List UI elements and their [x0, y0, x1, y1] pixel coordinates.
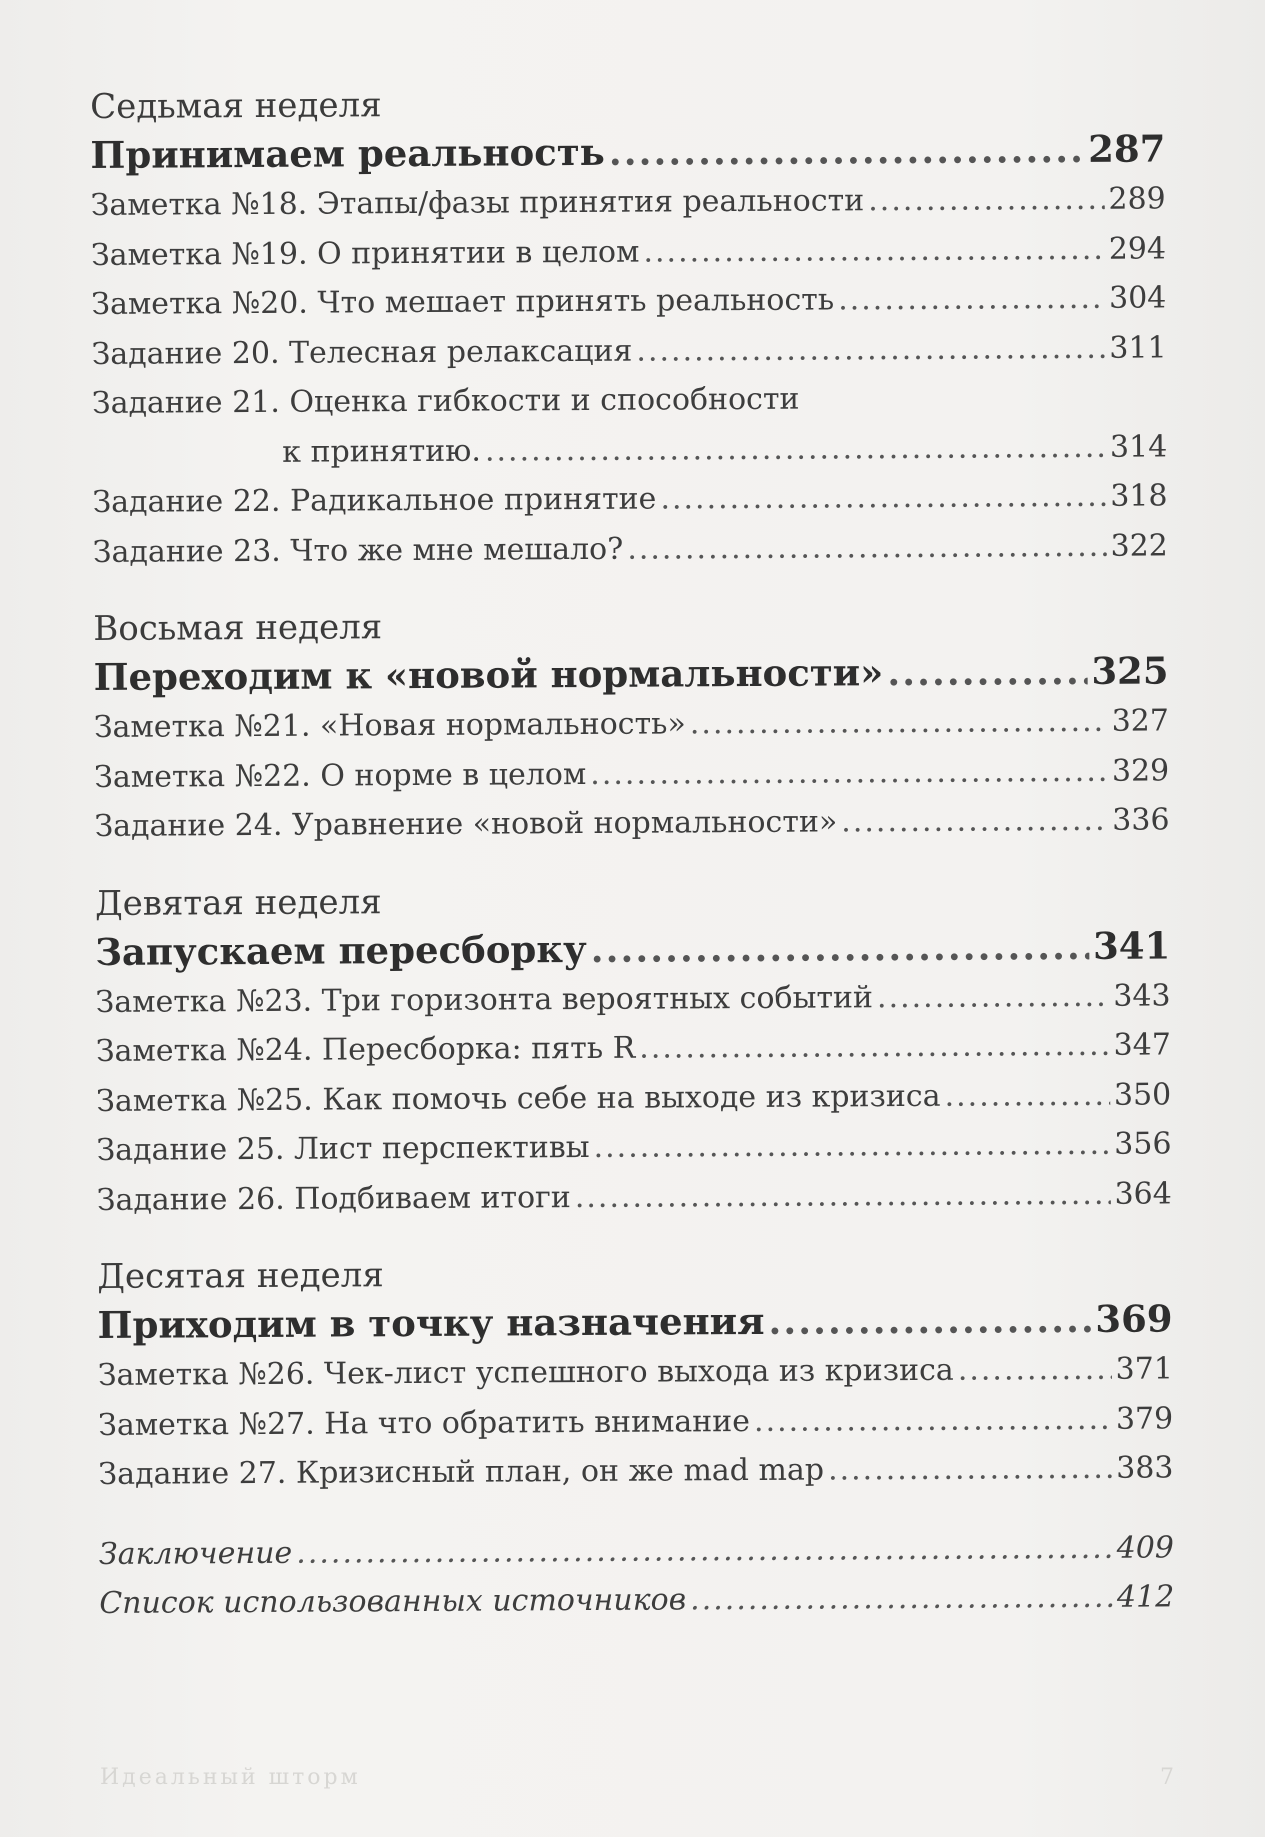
chapter-title: Запускаем пересборку — [95, 926, 587, 974]
page-number: 325 — [1091, 648, 1169, 693]
toc-entry[interactable] — [98, 1394, 1173, 1450]
page-number: 289 — [1108, 181, 1166, 217]
leader-dots — [690, 1573, 1113, 1625]
toc-entry[interactable] — [91, 323, 1166, 379]
page-number: 379 — [1115, 1400, 1174, 1437]
leader-dots — [838, 274, 1105, 325]
toc-entry[interactable] — [94, 746, 1169, 802]
page-number: 327 — [1111, 703, 1170, 739]
leader-dots — [887, 645, 1087, 698]
entry-title-continuation: к принятию. — [282, 433, 482, 470]
leader-dots — [636, 323, 1105, 375]
running-title: Идеальный шторм — [100, 1765, 361, 1790]
entry-title: Заметка №21. «Новая нормальность» — [93, 706, 686, 745]
page-number: 350 — [1113, 1076, 1172, 1113]
toc-closing — [99, 1523, 1175, 1629]
entry-title: Задание 22. Радикальное принятие — [92, 481, 657, 520]
week-label: Восьмая неделя — [93, 607, 383, 649]
page-number: 304 — [1108, 280, 1167, 316]
entry-title: Задание 27. Кризисный план, он же mad map — [98, 1452, 825, 1492]
entry-title: Задание 24. Уравнение «новой нормальности» — [94, 804, 838, 844]
chapter-entry[interactable] — [90, 122, 1165, 181]
entry-title: Заметка №24. Пересборка: пять R — [95, 1030, 636, 1069]
leader-dots — [944, 1070, 1110, 1121]
toc-section-week-8 — [93, 600, 1169, 851]
page-number: 314 — [1109, 428, 1168, 465]
toc-entry[interactable] — [97, 1169, 1172, 1225]
toc-entry[interactable] — [96, 1020, 1171, 1076]
page-number: 336 — [1112, 802, 1170, 838]
page-number: 364 — [1114, 1175, 1172, 1212]
entry-title: Список использованных источников — [99, 1582, 687, 1621]
toc-entry-conclusion[interactable] — [99, 1523, 1174, 1579]
page-number: 341 — [1092, 922, 1171, 968]
leader-dots — [627, 521, 1107, 573]
toc-entry-line1[interactable] — [92, 372, 1167, 428]
toc-section-week-7 — [90, 78, 1168, 577]
entry-title: Заметка №25. Как помочь себе на выходе из кризиса — [96, 1078, 941, 1119]
page-number: 343 — [1113, 977, 1171, 1014]
chapter-title: Принимаем реальность — [90, 129, 605, 177]
week-label: Седьмая неделя — [90, 85, 382, 127]
leader-dots — [754, 1394, 1112, 1446]
toc-entry[interactable] — [91, 273, 1166, 329]
leader-dots — [958, 1345, 1112, 1395]
toc-entry[interactable] — [91, 224, 1166, 280]
entry-title: Заключение — [98, 1535, 293, 1572]
page-number: 329 — [1111, 752, 1170, 789]
leader-dots — [868, 175, 1105, 226]
entry-title: Заметка №20. Что мешает принять реальность — [91, 282, 835, 322]
chapter-title: Приходим в точку назначения — [97, 1298, 765, 1347]
toc-section-week-9 — [95, 875, 1172, 1225]
footer-page-number: 7 — [1160, 1765, 1174, 1790]
toc-entry[interactable] — [96, 1119, 1171, 1175]
leader-dots — [877, 971, 1110, 1022]
toc-entry[interactable] — [95, 971, 1170, 1027]
leader-dots — [828, 1444, 1112, 1495]
toc-entry[interactable] — [98, 1344, 1173, 1400]
entry-title: Задание 20. Телесная релаксация — [91, 333, 633, 372]
leader-dots — [593, 1120, 1110, 1173]
toc-entry[interactable] — [93, 521, 1168, 577]
entry-title: Заметка №27. На что обратить внимание — [98, 1403, 751, 1443]
entry-title: Задание 25. Лист перспективы — [96, 1129, 590, 1168]
chapter-entry[interactable] — [93, 644, 1168, 703]
page-number: 287 — [1088, 126, 1166, 171]
entry-title: Заметка №19. О принятии в целом — [90, 234, 640, 273]
entry-title: Задание 26. Подбиваем итоги — [96, 1179, 571, 1218]
leader-dots — [660, 472, 1106, 524]
leader-dots — [590, 746, 1108, 799]
chapter-entry[interactable] — [97, 1292, 1172, 1351]
toc-entry[interactable] — [96, 1070, 1171, 1126]
leader-dots — [841, 796, 1108, 847]
leader-dots — [485, 422, 1106, 475]
page-number: 347 — [1113, 1027, 1171, 1063]
leader-dots — [575, 1169, 1111, 1222]
chapter-title: Переходим к «новой нормальности» — [93, 650, 884, 699]
toc-entry[interactable] — [94, 795, 1169, 851]
chapter-entry[interactable] — [95, 919, 1170, 978]
toc-section-week-10 — [97, 1248, 1173, 1499]
leader-dots — [609, 123, 1085, 178]
page-number: 412 — [1116, 1579, 1175, 1615]
leader-dots — [591, 919, 1090, 974]
week-label: Десятая неделя — [97, 1255, 384, 1297]
page-number: 409 — [1116, 1529, 1175, 1566]
entry-title: Задание 21. Оценка гибкости и способности — [91, 381, 800, 421]
toc-entry-line2[interactable] — [92, 422, 1167, 478]
toc-entry[interactable] — [98, 1443, 1173, 1499]
page-number: 383 — [1116, 1450, 1174, 1486]
entry-title: Заметка №23. Три горизонта вероятных событий — [95, 979, 874, 1020]
week-label: Девятая неделя — [94, 881, 382, 924]
page-number: 318 — [1110, 478, 1168, 514]
leader-dots — [690, 697, 1108, 749]
leader-dots — [643, 224, 1105, 276]
page-number: 311 — [1109, 329, 1167, 366]
page-number: 371 — [1115, 1351, 1173, 1387]
page-number: 322 — [1110, 527, 1168, 564]
toc-entry-references[interactable] — [99, 1572, 1174, 1628]
entry-title: Задание 23. Что же мне мешало? — [92, 531, 624, 570]
toc-entry[interactable] — [94, 696, 1169, 752]
toc-entry[interactable] — [92, 471, 1167, 527]
toc-entry[interactable] — [91, 174, 1166, 230]
leader-dots — [296, 1523, 1113, 1577]
entry-title: Заметка №26. Чек-лист успешного выхода из кризиса — [97, 1352, 954, 1393]
leader-dots — [639, 1021, 1110, 1073]
entry-title: Заметка №18. Этапы/фазы принятия реальности — [90, 183, 865, 223]
page-number: 356 — [1114, 1126, 1172, 1162]
page-number: 369 — [1095, 1296, 1173, 1341]
table-of-contents — [90, 78, 1174, 1628]
leader-dots — [768, 1293, 1091, 1347]
page-number: 294 — [1108, 230, 1167, 267]
entry-title: Заметка №22. О норме в целом — [94, 756, 587, 795]
